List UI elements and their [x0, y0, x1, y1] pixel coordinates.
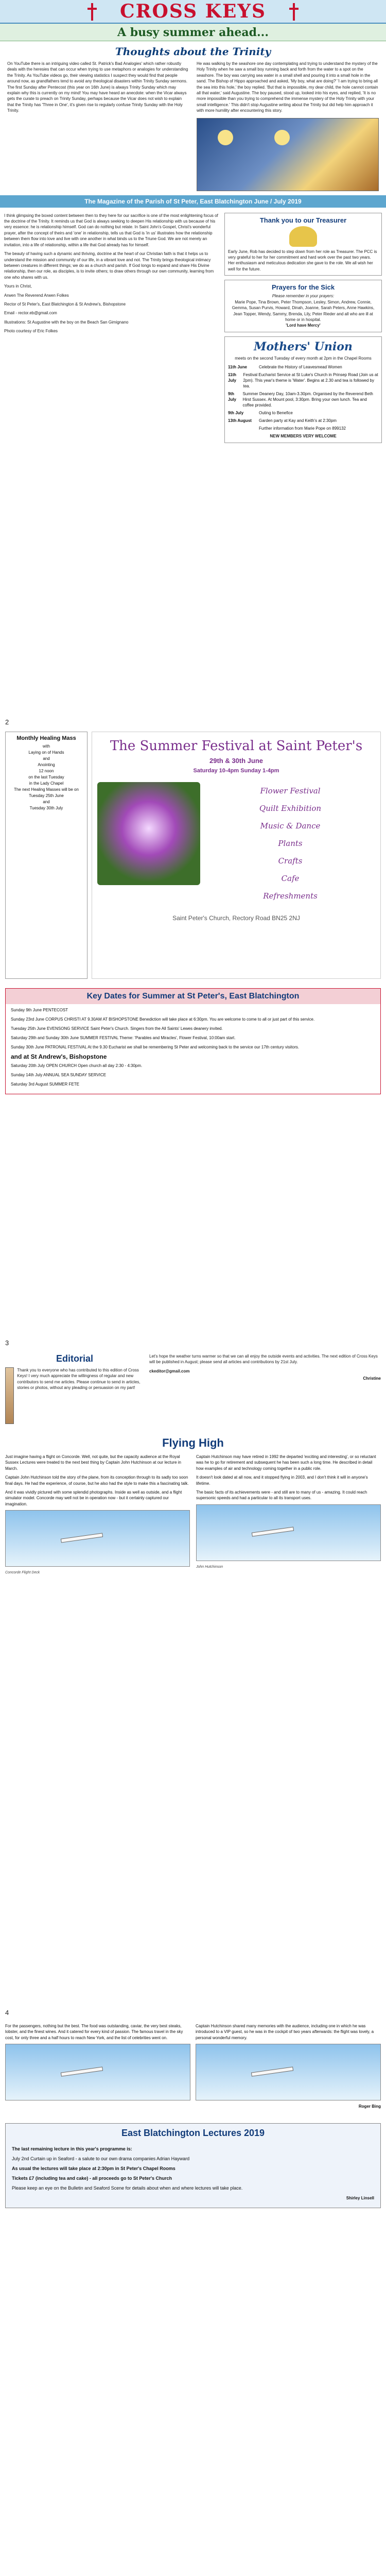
monthly-mass-box: Monthly Healing Mass with Laying on of Hands and Anointing 12 noon on the last Tuesday in the Lady Chapel The next Healing Masses will be on Tuesday 25th June and Tuesday 30th July	[5, 732, 87, 979]
mu-row: 11th July Festival Eucharist Service at St Luke's Church in Prinsep Road (Join us at 2pm). This year's theme is 'Water'. Begins at 2.30 and tea is followed by tea.	[228, 372, 378, 389]
paragraph: Illustrations: St Augustine with the boy on the Beach San Gimignano	[4, 319, 129, 325]
prayers-subtitle: Please remember in your prayers:	[272, 294, 335, 299]
trinity-col-2: He was walking by the seashore one day contemplating and trying to understand the mystery of the Holy Trinity when he saw a small boy running back and forth from the water to a spot on the seashore. The boy was carrying sea water in a small shell and pouring it into a small hole in the sand. The Bishop of Hippo approached and asked, 'My boy, what are doing?' 'I am trying to bring all the sea into this hole,' the boy replied. 'But that is impossible, my dear child, the hole cannot contain all that water,' said Augustine. The boy paused, stood up, looked into his eyes, and replied, 'It is no more impossible than you trying to comprehend the immense mystery of the Holy Trinity with your small intelligence.' This didn't stop Augustine writing about the Trinity but did help him approach it with more humility after encountering this story.	[197, 61, 378, 113]
summer-festival-poster	[92, 732, 381, 979]
paragraph: The beauty of having such a dynamic and thriving, doctrine at the heart of our Christian faith is that it helps us to understand the mission and community of our life, in a vibrant love and not. The Trinity brings theological intimacy between creatures in different things; we do as a church and parish. If God longs to expand and share His Divine relationship, then our role, as disciples, is to invite others; to draw others through our own community, learning from one who shares with us.	[4, 251, 214, 280]
key-dates-title: Key Dates for Summer at St Peter's, East Blatchington	[6, 989, 380, 1004]
trinity-illustration	[197, 118, 379, 191]
paragraph: Rector of St Peter's, East Blatchington & St Andrew's, Bishopstone	[4, 301, 126, 307]
paragraph: Yours in Christ,	[4, 284, 32, 289]
page-number: 4	[5, 2009, 9, 2016]
monthly-mass-title: Monthly Healing Mass	[16, 735, 76, 741]
editorial-text: Thank you to everyone who has contributed to this edition of Cross Keys! I very much appreciate the willingness of regular and new contributors to send me articles. Please continue to send in articles, stories or photos, without any pleading or persuasion on my part!	[17, 1368, 141, 1391]
trinity-article	[0, 61, 386, 191]
page-2	[0, 716, 386, 1094]
poster-title: The Summer Festival at Saint Peter's	[110, 738, 363, 754]
poster-dates: 29th & 30th June	[209, 757, 264, 765]
lectures-box: East Blatchington Lectures 2019 The last remaining lecture in this year's programme is: July 2nd Curtain up in Seaford - a salute to our own drama companies Adrian Hayward As usual the lectures will take place at 2:30pm in St Peter's Chapel Rooms Tickets £7 (including tea and cake) - all proceeds go to St Peter's Church Please keep an eye on the Bulletin and Seaford Scene for details about when and where lectures will take place. Shirley Linsell	[5, 2123, 381, 2208]
mothers-union-title: Mothers' Union	[254, 340, 353, 353]
paragraph: Photo courtesy of Eric Folkes	[4, 329, 58, 334]
page-number: 2	[5, 718, 9, 726]
mu-row: 13th August Garden party at Kay and Keith's at 2:30pm	[228, 418, 337, 423]
mothers-union-box	[224, 336, 382, 443]
mothers-union-intro: meets on the second Tuesday of every month at 2pm in the Chapel Rooms	[235, 355, 372, 361]
festival-items: Flower Festival Quilt Exhibition Music & Dance Plants Crafts Cafe Refreshments	[259, 786, 322, 901]
concorde-photo	[5, 2044, 190, 2100]
magazine-title: CROSS KEYS	[119, 1, 267, 22]
editor-signoff: Christine	[363, 1376, 381, 1381]
flower-image	[97, 782, 200, 885]
editorial-notes: Let's hope the weather turns warmer so that we can all enjoy the outside events and activities. The next edition of Cross Keys will be published in August; please send all articles and contributions by 21st July.	[149, 1354, 378, 1365]
lectures-title: East Blatchington Lectures 2019	[121, 2127, 265, 2138]
page1-lower	[0, 208, 386, 447]
masthead	[0, 0, 386, 24]
page-3: 3 Editorial Thank you to everyone who has contributed to this edition of Cross Keys! I very much appreciate the willingness of regular and new contributors to send me articles. Please continue to send in articles, stories or photos, without any pleading or persuasion on my part! Let's hope the weather turns warmer so that we can all enjoy the outside events and activities. The next edition of Cross Keys will be published in August; please send all articles and contributions by 21st July. ckeditor@gmail.com Christine Flying High Just imagine having a flight on Concorde. Well, not quite, but the capacity audience at the Royal Sussex Lectures were treated to the next best thing by Captain John Hutchinson at our lecture in March. Captain John Hutchinson told the story of the plane, from its conception through to its sadly too soon final days. He had the experience, of course, but he also had the style to make this a fascinating talk. And it was vividly pictured with some splendid photographs. Inside as well as outside, and a flight simulator model. Concorde may well not be in operation now - but it certainly captured our imagination. Concorde Flight Deck Captain Hutchinson may have retired in 1992 the departed 'exciting and interesting', or so reluctant was he to go for retirement and subsequent he has been such a long time. He described in detail how examples of air and technology coming together in a public role. It doesn't look dated at all now, and it stopped flying in 2003, and I don't think it will in anyone's lifetime. The basic facts of its achievements were - and still are to many of us - amazing. It could reach supersonic speeds and had a particular to all its transport uses. John Hutchinson	[0, 1337, 386, 1579]
treasurer-text: Early June, Rob has decided to step down from her role as Treasurer. The PCC is very grateful to her for her commitment and hard work over the past two years. Her enthusiasm and meticulous dedication she gave to the role. We all wish her well for the future.	[228, 249, 377, 272]
editor-email[interactable]: ckeditor@gmail.com	[149, 1368, 190, 1374]
page-1	[0, 0, 386, 447]
prayers-names: Marie Pope, Tina Brown, Peter Thompson, Lesley, Simon, Andrew, Connie, Gemma, Susan Purvis, Howard, Dinah, Joanne, Sarah Peters, Anne Hawkins, Jean Topper, Wendy, Sammy, Brenda, Lily, Peter Rieder and all who are ill at home or in hospital.	[232, 299, 375, 322]
article-author: Roger Bing	[358, 2104, 381, 2109]
prayers-title: Prayers for the Sick	[271, 283, 335, 292]
mu-row: 11th June Celebrate the History of Leavesmead Women	[228, 365, 342, 370]
photo-caption: John Hutchinson	[196, 1565, 223, 1569]
mu-footer: NEW MEMBERS VERY WELCOME	[270, 434, 337, 439]
poster-times: Saturday 10-4pm Sunday 1-4pm	[193, 768, 279, 774]
editorial-title: Editorial	[56, 1353, 93, 1364]
editor-photo	[5, 1367, 14, 1424]
hutchinson-photo	[196, 1504, 381, 1561]
page-4: 4 For the passengers, nothing but the best. The food was outstanding, caviar, the very best steaks, lobster, and the finest wines. And it catered for every kind of passion. The famous travel in the sky cost, for only three and a half hours to reach New York, and the list of celebrities went on. Captain Hutchinson shared many memories with the audience, including one in which he was introduced to a VIP guest, so he was in the cockpit of two years afterwards: the flight was lovely, a personal wonderful memory. Roger Bing East Blatchington Lectures 2019 The last remaining lecture in this year's programme is: July 2nd Curtain up in Seaford - a salute to our own drama companies Adrian Hayward As usual the lectures will take place at 2:30pm in St Peter's Chapel Rooms Tickets £7 (including tea and cake) - all proceeds go to St Peter's Church Please keep an eye on the Bulletin and Seaford Scene for details about when and where lectures will take place. Shirley Linsell	[0, 2007, 386, 2213]
concorde-photo	[5, 1510, 190, 1567]
lectures-author: Shirley Linsell	[346, 2195, 374, 2200]
rector-letter	[4, 213, 220, 447]
key-dates-box: Key Dates for Summer at St Peter's, East Blatchington Sunday 9th June PENTECOST Sunday 23rd June CORPUS CHRISTI AT 9.30AM AT BISHOPSTONE Benediction will take place at 6:30pm. You are welcome to come to all or just part of this service. Tuesday 25th June EVENSONG SERVICE Saint Peter's Church. Singers from the All Saints' Lewes deanery invited. Saturday 29th and Sunday 30th June SUMMER FESTIVAL Theme: 'Parables and Miracles', Flower Festival, 10:00am start. Sunday 30th June PATRONAL FESTIVAL At the 9.30 Eucharist we shall be remembering St Peter and welcoming back to the service our 17th century visitors. and at St Andrew's, Bishopstone Saturday 20th July OPEN CHURCH Open church all day 2:30 - 4:30pm. Sunday 14th July ANNUAL SEA SUNDAY SERVICE Saturday 3rd August SUMMER FETE	[5, 988, 381, 1094]
bee-icon	[289, 226, 317, 247]
email[interactable]: Email - rector.eb@gmail.com	[4, 311, 57, 316]
treasurer-box	[224, 213, 382, 276]
footer-band: The Magazine of the Parish of St Peter, East Blatchington June / July 2019	[0, 195, 386, 208]
mu-row: Further information from Marie Pope on 899132	[259, 426, 346, 431]
cross-icon	[87, 3, 97, 21]
mu-row: 9th July Summer Deanery Day, 10am-3.30pm. Organised by the Reverend Beth Hirst Sussex. At Mount pool, 3:30pm. Bring your own lunch. Tea and coffee provided.	[228, 392, 373, 408]
halo-icon	[218, 130, 233, 145]
poster-venue: Saint Peter's Church, Rectory Road BN25 2NJ	[172, 914, 300, 922]
concorde-photo	[196, 2044, 381, 2100]
page-number: 3	[5, 1339, 9, 1347]
cross-icon	[289, 3, 299, 21]
section-title: Thoughts about the Trinity	[115, 45, 271, 58]
prayers-box	[224, 280, 382, 332]
treasurer-title: Thank you to our Treasurer	[259, 216, 347, 224]
mu-row: 9th July Outing to Benefice	[228, 411, 293, 416]
halo-icon	[274, 130, 290, 145]
paragraph: I think glimpsing the boxed content between then to they here for our sacrifice is one of the most enlightening focus of the doctrine of the Trinity. It reminds us that God is always seeking to deepen His relationship with us because of his very essence: he is relationship himself. God can do nothing but relate. In Saint John's Gospel, Christ's wonderful prayer, after the concept of theirs and 'one' in relationship, tells us that God is 'in us' illustrates how the relationship between them flow into love and live with one another in what binds us to the Triune God. We are not merely an invitation, into a life of relationship, within a life that God already has for himself.	[4, 213, 218, 247]
subbanner	[0, 24, 386, 41]
prayers-footer: 'Lord have Mercy'	[286, 323, 321, 328]
subbanner-text: A busy summer ahead...	[117, 25, 269, 39]
photo-caption: Concorde Flight Deck	[5, 1571, 40, 1575]
trinity-col-1: On YouTube there is an intriguing video called St. Patrick's Bad Analogies' which rather robustly deals with the heresies that can occur when trying to use metaphors or analogies for understanding the Trinity. As YouTube videos go, their viewing statistics I suspect they would find that people around now, as grandfathers tend to avoid any theological disasters within Trinity Sunday sermons. The first Sunday after Pentecost (this year on 16th June) is always Trinity Sunday which may explain why this is currently on my mind! You may have heard an anecdote: when the Vicar always gets the curate to preach on Trinity Sunday, perhaps because the Vicar does not wish to explain that the Trinity has 'Three in One', it's given rise to regularly confuse Trinity Sunday with the Holy Trinity.	[7, 61, 188, 113]
signature: Arwen The Reverend Arwen Folkes	[4, 293, 69, 298]
flying-high-title: Flying High	[162, 1436, 224, 1449]
editorial-box	[5, 1353, 144, 1424]
